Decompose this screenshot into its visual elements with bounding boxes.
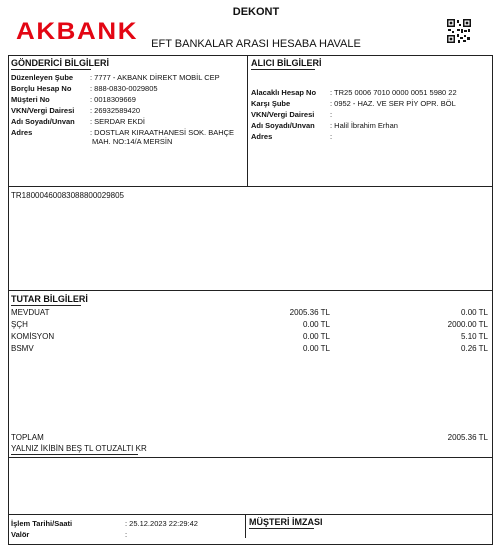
receiver-value-name: : Halil İbrahim Erhan xyxy=(330,121,398,130)
amount-col2-sch: 2000.00 TL xyxy=(447,320,488,329)
amount-col1-deposit: 2005.36 TL xyxy=(289,308,330,317)
receiver-label-account: Alacaklı Hesap No xyxy=(251,88,317,97)
sender-label-customer-no: Müşteri No xyxy=(11,95,50,104)
valor-label: Valör xyxy=(11,530,30,539)
amount-label-sch: ŞÇH xyxy=(11,320,28,329)
sender-value-account: : 888-0830-0029805 xyxy=(90,84,158,93)
transaction-description: TR18000460083088800029805 xyxy=(11,191,124,200)
section-divider xyxy=(8,457,493,458)
sender-label-name: Adı Soyadı/Unvan xyxy=(11,117,75,126)
sender-value-branch: : 7777 - AKBANK DİREKT MOBİL CEP xyxy=(90,73,220,82)
sender-value-tax: : 26932589420 xyxy=(90,106,141,115)
sender-label-branch: Düzenleyen Şube xyxy=(11,73,74,82)
sender-value-address-line2: MAH. NO:14/A MERSİN xyxy=(92,137,173,146)
customer-signature-label: MÜŞTERİ İMZASI xyxy=(249,517,323,527)
receiver-label-name: Adı Soyadı/Unvan xyxy=(251,121,315,130)
receiver-label-branch: Karşı Şube xyxy=(251,99,291,108)
receiver-section-title: ALICI BİLGİLERİ xyxy=(251,58,322,68)
section-divider xyxy=(8,290,493,291)
sender-label-account: Borçlu Hesap No xyxy=(11,84,72,93)
total-underline xyxy=(11,454,138,455)
amounts-title-underline xyxy=(11,305,81,306)
valor-value: : xyxy=(125,530,128,539)
amount-col2-commission: 5.10 TL xyxy=(461,332,488,341)
sender-value-name: : SERDAR EKDİ xyxy=(90,117,146,126)
document-title: DEKONT xyxy=(232,6,280,18)
transaction-datetime-value: : 25.12.2023 22:29:42 xyxy=(125,519,198,528)
receiver-value-branch: : 0952 - HAZ. VE SER PİY OPR. BÖL xyxy=(330,99,456,108)
amount-col2-bsmv: 0.26 TL xyxy=(461,344,488,353)
total-in-words: YALNIZ İKİBİN BEŞ TL OTUZALTI KR xyxy=(11,444,147,453)
amount-label-deposit: MEVDUAT xyxy=(11,308,50,317)
transaction-datetime-label: İşlem Tarihi/Saati xyxy=(11,519,73,528)
amount-col1-bsmv: 0.00 TL xyxy=(303,344,330,353)
amount-col2-deposit: 0.00 TL xyxy=(461,308,488,317)
receiver-label-tax: VKN/Vergi Dairesi xyxy=(251,110,315,119)
receiver-value-account: : TR25 0006 7010 0000 0051 5980 22 xyxy=(330,88,457,97)
column-divider xyxy=(245,514,246,538)
amount-col1-commission: 0.00 TL xyxy=(303,332,330,341)
amount-label-bsmv: BSMV xyxy=(11,344,34,353)
receiver-title-underline xyxy=(251,69,315,70)
sender-section-title: GÖNDERİCİ BİLGİLERİ xyxy=(11,58,110,68)
receiver-value-tax: : xyxy=(330,110,333,119)
sender-title-underline xyxy=(11,69,91,70)
section-divider xyxy=(8,514,493,515)
total-value: 2005.36 TL xyxy=(447,433,488,442)
sender-value-address: : DOSTLAR KIRAATHANESİ SOK. BAHÇE xyxy=(90,128,235,137)
amounts-section-title: TUTAR BİLGİLERİ xyxy=(11,294,88,304)
column-divider xyxy=(247,55,248,186)
sender-value-customer-no: : 0018309669 xyxy=(90,95,136,104)
amount-label-commission: KOMİSYON xyxy=(11,332,55,341)
qr-code-icon xyxy=(446,18,472,44)
section-divider xyxy=(8,186,493,187)
sender-label-tax: VKN/Vergi Dairesi xyxy=(11,106,75,115)
document-subtitle: EFT BANKALAR ARASI HESABA HAVALE xyxy=(151,38,361,50)
amount-col1-sch: 0.00 TL xyxy=(303,320,330,329)
receiver-label-address: Adres xyxy=(251,132,273,141)
akbank-logo: AKBANK xyxy=(16,18,139,45)
receiver-value-address: : xyxy=(330,132,333,141)
sender-label-address: Adres xyxy=(11,128,33,137)
signature-title-underline xyxy=(249,528,314,529)
total-label: TOPLAM xyxy=(11,433,44,442)
